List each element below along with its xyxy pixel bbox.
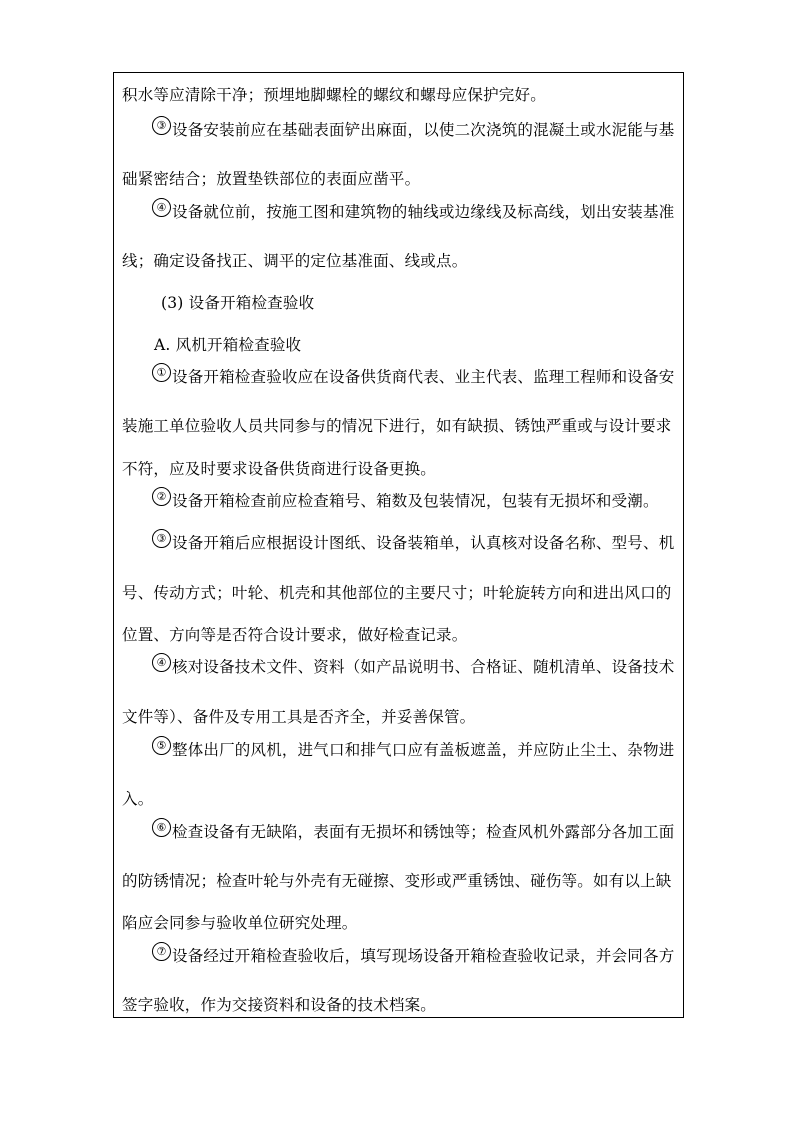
line-text: A. 风机开箱检查验收 bbox=[154, 336, 302, 354]
list-item-5 bbox=[152, 736, 708, 760]
circled-number-marker: ① bbox=[152, 363, 171, 382]
line-text: 设备经过开箱检查验收后，填写现场设备开箱检查验收记录，并会同各方 bbox=[172, 947, 675, 965]
circled-number-marker: ⑦ bbox=[152, 942, 171, 961]
list-item-7 bbox=[152, 942, 708, 966]
circled-number-marker: ③ bbox=[152, 116, 171, 135]
line-text: 础紧密结合；放置垫铁部位的表面应凿平。 bbox=[122, 170, 421, 188]
section-heading bbox=[161, 293, 717, 313]
list-item-3 bbox=[152, 116, 708, 140]
line-text: 签字验收，作为交接资料和设备的技术档案。 bbox=[122, 996, 437, 1014]
subsection-heading bbox=[154, 335, 710, 355]
line-text: 核对设备技术文件、资料（如产品说明书、合格证、随机清单、设备技术 bbox=[172, 658, 675, 676]
circled-number-marker: ③ bbox=[152, 529, 171, 548]
line-text: 设备开箱检查前应检查箱号、箱数及包装情况，包装有无损坏和受潮。 bbox=[172, 492, 659, 510]
text-line bbox=[122, 169, 678, 189]
circled-number-marker: ④ bbox=[152, 653, 171, 672]
text-line bbox=[122, 913, 678, 933]
line-text: 陷应会同参与验收单位研究处理。 bbox=[122, 914, 358, 932]
text-line bbox=[122, 871, 678, 891]
line-text: 文件等）、备件及专用工具是否齐全，并妥善保管。 bbox=[122, 708, 476, 726]
list-item-4 bbox=[152, 198, 708, 222]
line-text: 装施工单位验收人员共同参与的情况下进行，如有缺损、锈蚀严重或与设计要求 bbox=[122, 417, 672, 435]
list-item-4 bbox=[152, 653, 708, 677]
text-line bbox=[122, 789, 678, 809]
text-line bbox=[122, 995, 678, 1015]
circled-number-marker: ④ bbox=[152, 198, 171, 217]
text-line bbox=[122, 583, 678, 603]
list-item-6 bbox=[152, 818, 708, 842]
text-line bbox=[122, 625, 678, 645]
line-text: 积水等应清除干净；预埋地脚螺栓的螺纹和螺母应保护完好。 bbox=[122, 86, 546, 104]
list-item-1 bbox=[152, 363, 708, 387]
line-text: 设备安装前应在基础表面铲出麻面，以使二次浇筑的混凝土或水泥能与基 bbox=[172, 121, 675, 139]
line-text: 号、传动方式；叶轮、机壳和其他部位的主要尺寸；叶轮旋转方向和进出风口的 bbox=[122, 584, 672, 602]
list-item-2 bbox=[152, 487, 708, 511]
list-item-3 bbox=[152, 529, 708, 553]
line-text: 设备开箱后应根据设计图纸、设备装箱单，认真核对设备名称、型号、机 bbox=[172, 534, 675, 552]
circled-number-marker: ⑤ bbox=[152, 736, 171, 755]
content-table-cell bbox=[113, 72, 684, 1018]
line-text: 不符，应及时要求设备供货商进行设备更换。 bbox=[122, 460, 437, 478]
text-line bbox=[122, 707, 678, 727]
line-text: 线；确定设备找正、调平的定位基准面、线或点。 bbox=[122, 252, 468, 270]
text-line bbox=[122, 416, 678, 436]
line-text: 整体出厂的风机，进气口和排气口应有盖板遮盖，并应防止尘土、杂物进 bbox=[172, 741, 675, 759]
text-line bbox=[122, 251, 678, 271]
line-text: 设备开箱检查验收应在设备供货商代表、业主代表、监理工程师和设备安 bbox=[172, 368, 675, 386]
line-text: 入。 bbox=[122, 790, 154, 808]
line-text: (3) 设备开箱检查验收 bbox=[161, 294, 315, 312]
text-line bbox=[122, 459, 678, 479]
line-text: 设备就位前，按施工图和建筑物的轴线或边缘线及标高线，划出安装基准 bbox=[172, 203, 675, 221]
text-line bbox=[122, 85, 678, 105]
line-text: 的防锈情况；检查叶轮与外壳有无碰擦、变形或严重锈蚀、碰伤等。如有以上缺 bbox=[122, 872, 672, 890]
line-text: 检查设备有无缺陷，表面有无损坏和锈蚀等；检查风机外露部分各加工面 bbox=[172, 823, 675, 841]
circled-number-marker: ② bbox=[152, 487, 171, 506]
circled-number-marker: ⑥ bbox=[152, 818, 171, 837]
line-text: 位置、方向等是否符合设计要求，做好检查记录。 bbox=[122, 626, 468, 644]
